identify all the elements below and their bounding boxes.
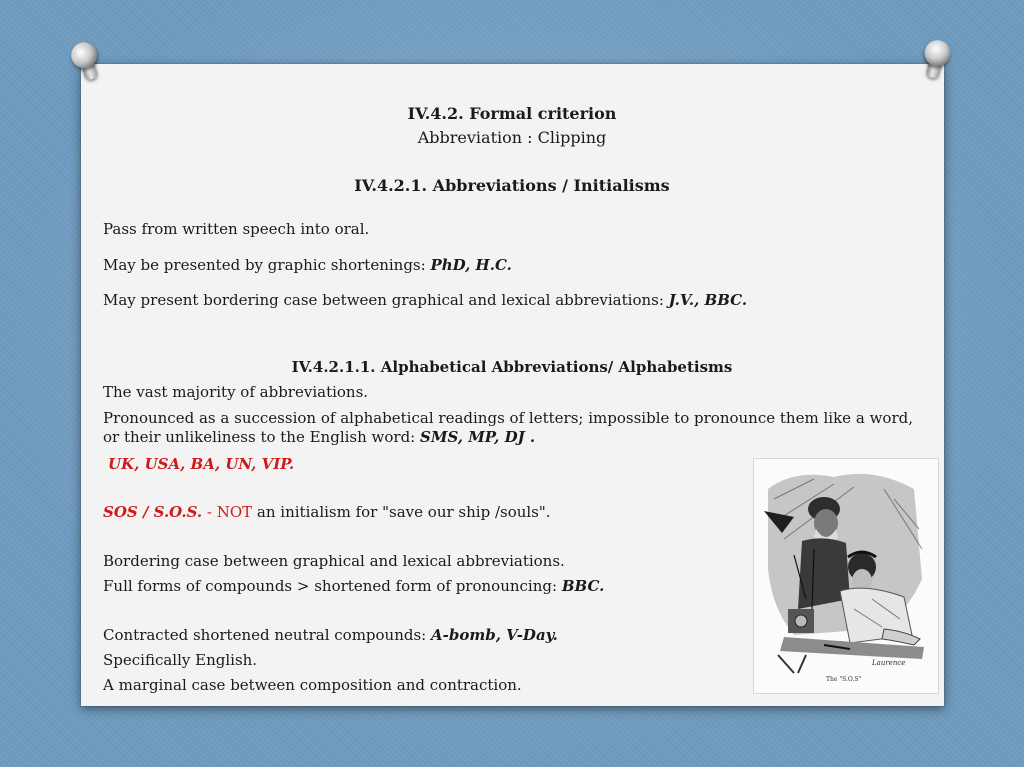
line-3 (103, 291, 747, 310)
body-line-1: The vast majority of abbreviations. (103, 383, 369, 401)
slide-title: IV.4.2. Formal criterion (407, 104, 617, 123)
body-line-7 (103, 626, 558, 645)
body-2-text: Pronounced as a succession of alphabetical readings of letters; impossible to pronounce them like a word, or their unlikeliness to the English word: (103, 409, 913, 446)
line-2-text: May be presented by graphic shortenings: (103, 256, 431, 274)
subsection-heading: IV.4.2.1.1. Alphabetical Abbreviations/ Alphabetisms (291, 358, 733, 376)
body-6-example: BBC. (561, 577, 605, 595)
sos-sketch-image (754, 459, 938, 693)
body-line-9: A marginal case between composition and contraction. (103, 676, 522, 694)
line-3-text: May present bordering case between graphical and lexical abbreviations: (103, 291, 669, 309)
sos-not: NOT (216, 503, 253, 521)
line-1: Pass from written speech into oral. (103, 220, 370, 238)
slide-subtitle: Abbreviation : Clipping (417, 128, 607, 147)
body-paragraph-2 (103, 409, 913, 447)
illustration-caption: The "S.O.S" (826, 676, 862, 683)
line-3-example: J.V., BBC. (668, 291, 748, 309)
sos-illustration (753, 458, 939, 694)
sos-example: SOS / S.O.S. (103, 503, 203, 521)
line-2 (103, 256, 512, 275)
sos-rest: an initialism for "save our ship /souls". (252, 503, 551, 521)
body-line-4 (103, 503, 551, 522)
illustration-signature: Laurence (872, 659, 906, 667)
pushpin-icon (917, 37, 955, 81)
body-3-example: UK, USA, BA, UN, VIP. (108, 455, 295, 473)
section-heading: IV.4.2.1. Abbreviations / Initialisms (354, 176, 670, 195)
body-line-8: Specifically English. (103, 651, 258, 669)
body-7-text: Contracted shortened neutral compounds: (103, 626, 431, 644)
body-line-5: Bordering case between graphical and lexical abbreviations. (103, 552, 565, 570)
body-7-example: A-bomb, V-Day. (431, 626, 558, 644)
body-2-example: SMS, MP, DJ . (420, 428, 536, 446)
body-line-6 (103, 577, 604, 596)
sos-dash: - (202, 503, 217, 521)
line-2-example: PhD, H.C. (430, 256, 512, 274)
body-line-3 (108, 455, 294, 474)
body-6-text: Full forms of compounds > shortened form of pronouncing: (103, 577, 562, 595)
